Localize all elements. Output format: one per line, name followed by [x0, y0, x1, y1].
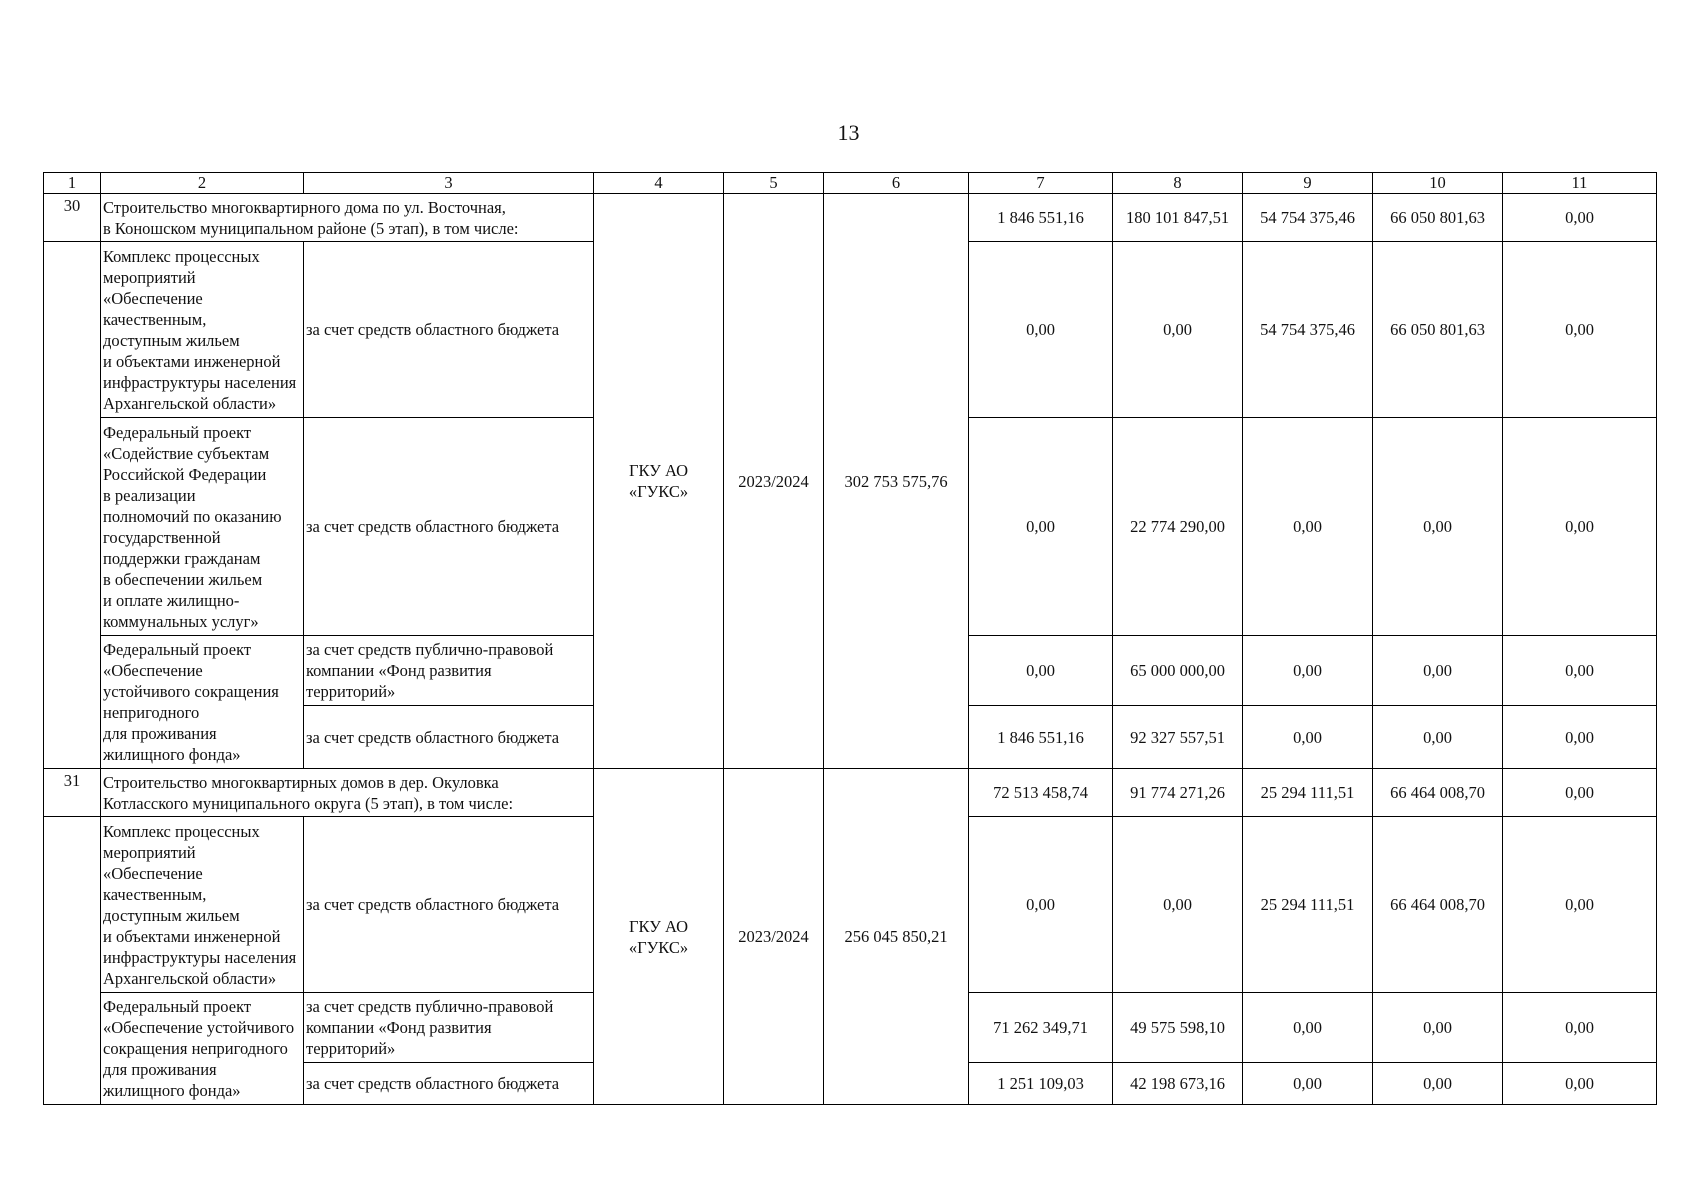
value-cell: 71 262 349,71: [969, 993, 1113, 1063]
name-line: Федеральный проект: [103, 640, 252, 659]
value-cell: 0,00: [969, 636, 1113, 706]
source-line: компании «Фонд развития: [306, 661, 492, 680]
total-cost-cell: 302 753 575,76: [824, 194, 969, 769]
row-number: 31: [44, 769, 101, 817]
value-cell: 65 000 000,00: [1113, 636, 1243, 706]
subprogram-name: [101, 636, 304, 769]
col-header: 5: [724, 173, 824, 194]
value-cell: 25 294 111,51: [1243, 817, 1373, 993]
value-cell: 0,00: [1243, 993, 1373, 1063]
col-header: 10: [1373, 173, 1503, 194]
page-number: 13: [837, 120, 860, 145]
col-header: 3: [304, 173, 594, 194]
name-line: в обеспечении жильем: [103, 569, 263, 589]
value-cell: 1 846 551,16: [969, 194, 1113, 242]
name-line: доступным жильем: [103, 330, 240, 350]
name-line: качественным,: [103, 309, 207, 329]
responsible-org: [594, 769, 724, 1105]
value-cell: 1 846 551,16: [969, 706, 1113, 769]
col-header: 6: [824, 173, 969, 194]
value-cell: 54 754 375,46: [1243, 194, 1373, 242]
name-line: сокращения непригодного: [103, 1039, 288, 1058]
name-line: «Обеспечение: [103, 661, 203, 680]
value-cell: 0,00: [1503, 993, 1657, 1063]
table-row: [44, 769, 1657, 817]
object-title: [101, 769, 594, 817]
name-line: «Содействие субъектам: [103, 443, 270, 463]
funding-source: [304, 993, 594, 1063]
name-line: и объектами инженерной: [103, 351, 281, 371]
funding-source: за счет средств областного бюджета: [304, 706, 594, 769]
responsible-org: [594, 194, 724, 769]
object-title-line: в Коношском муниципальном районе (5 этап), в том числе:: [103, 218, 519, 238]
value-cell: 0,00: [1503, 706, 1657, 769]
value-cell: 0,00: [1373, 993, 1503, 1063]
total-cost-cell: 256 045 850,21: [824, 769, 969, 1105]
value-cell: 0,00: [1373, 706, 1503, 769]
source-line: территорий»: [306, 1039, 396, 1058]
value-cell: 66 464 008,70: [1373, 817, 1503, 993]
value-cell: 25 294 111,51: [1243, 769, 1373, 817]
value-cell: 0,00: [1503, 242, 1657, 418]
value-cell: 22 774 290,00: [1113, 418, 1243, 636]
value-cell: 180 101 847,51: [1113, 194, 1243, 242]
name-line: «Обеспечение устойчивого: [103, 1018, 295, 1037]
name-line: Архангельской области»: [103, 968, 277, 988]
value-cell: 0,00: [1503, 769, 1657, 817]
program-table: [43, 172, 1657, 1105]
name-line: поддержки гражданам: [103, 548, 261, 568]
value-cell: 0,00: [1243, 706, 1373, 769]
name-line: Федеральный проект: [103, 997, 252, 1016]
source-line: компании «Фонд развития: [306, 1018, 492, 1037]
name-line: «Обеспечение: [103, 288, 203, 308]
col-header: 7: [969, 173, 1113, 194]
value-cell: 0,00: [1243, 636, 1373, 706]
value-cell: 0,00: [1503, 418, 1657, 636]
column-number-row: [44, 173, 1657, 194]
name-line: устойчивого сокращения: [103, 682, 279, 701]
name-line: Федеральный проект: [103, 422, 252, 442]
name-line: инфраструктуры населения: [103, 947, 297, 967]
value-cell: 0,00: [1113, 817, 1243, 993]
empty-cell: [44, 817, 101, 1105]
name-line: коммунальных услуг»: [103, 611, 259, 631]
org-line: «ГУКС»: [628, 937, 689, 957]
value-cell: 0,00: [969, 242, 1113, 418]
name-line: доступным жильем: [103, 905, 240, 925]
name-line: в реализации: [103, 485, 196, 505]
period-cell: 2023/2024: [724, 194, 824, 769]
value-cell: 66 050 801,63: [1373, 242, 1503, 418]
col-header: 9: [1243, 173, 1373, 194]
object-title-line: Строительство многоквартирных домов в дер. Окуловка: [103, 772, 499, 792]
name-line: мероприятий: [103, 267, 196, 287]
name-line: непригодного: [103, 703, 200, 722]
value-cell: 66 464 008,70: [1373, 769, 1503, 817]
value-cell: 0,00: [1503, 1063, 1657, 1105]
table-row: [44, 194, 1657, 242]
funding-source: за счет средств областного бюджета: [304, 418, 594, 636]
name-line: Комплекс процессных: [103, 821, 260, 841]
org-line: ГКУ АО: [628, 461, 689, 480]
col-header: 4: [594, 173, 724, 194]
source-line: территорий»: [306, 682, 396, 701]
value-cell: 0,00: [1503, 194, 1657, 242]
name-line: качественным,: [103, 884, 207, 904]
col-header: 2: [101, 173, 304, 194]
name-line: и оплате жилищно-: [103, 590, 240, 610]
name-line: и объектами инженерной: [103, 926, 281, 946]
value-cell: 1 251 109,03: [969, 1063, 1113, 1105]
org-line: «ГУКС»: [628, 482, 689, 501]
value-cell: 0,00: [1503, 636, 1657, 706]
value-cell: 91 774 271,26: [1113, 769, 1243, 817]
col-header: 1: [44, 173, 101, 194]
funding-source: за счет средств областного бюджета: [304, 817, 594, 993]
source-line: за счет средств публично-правовой: [306, 997, 554, 1016]
object-title-line: Строительство многоквартирного дома по ул. Восточная,: [103, 197, 506, 217]
col-header: 11: [1503, 173, 1657, 194]
object-title-line: Котласского муниципального округа (5 этап), в том числе:: [103, 793, 514, 813]
name-line: государственной: [103, 527, 221, 547]
name-line: жилищного фонда»: [103, 745, 241, 764]
source-line: за счет средств публично-правовой: [306, 640, 554, 659]
value-cell: 0,00: [1503, 817, 1657, 993]
value-cell: 49 575 598,10: [1113, 993, 1243, 1063]
value-cell: 0,00: [1373, 1063, 1503, 1105]
name-line: мероприятий: [103, 842, 196, 862]
value-cell: 0,00: [1243, 418, 1373, 636]
subprogram-name: [101, 993, 304, 1105]
name-line: для проживания: [103, 724, 217, 743]
value-cell: 42 198 673,16: [1113, 1063, 1243, 1105]
funding-source: [304, 636, 594, 706]
value-cell: 54 754 375,46: [1243, 242, 1373, 418]
value-cell: 0,00: [1373, 636, 1503, 706]
subprogram-name: [101, 418, 304, 636]
col-header: 8: [1113, 173, 1243, 194]
value-cell: 0,00: [1373, 418, 1503, 636]
subprogram-name: [101, 817, 304, 993]
name-line: инфраструктуры населения: [103, 372, 297, 392]
name-line: полномочий по оказанию: [103, 506, 282, 526]
period-cell: 2023/2024: [724, 769, 824, 1105]
name-line: «Обеспечение: [103, 863, 203, 883]
object-title: [101, 194, 594, 242]
name-line: для проживания: [103, 1060, 217, 1079]
value-cell: 66 050 801,63: [1373, 194, 1503, 242]
value-cell: 0,00: [1243, 1063, 1373, 1105]
value-cell: 0,00: [1113, 242, 1243, 418]
subprogram-name: [101, 242, 304, 418]
value-cell: 72 513 458,74: [969, 769, 1113, 817]
value-cell: 0,00: [969, 418, 1113, 636]
name-line: Архангельской области»: [103, 393, 277, 413]
empty-cell: [44, 242, 101, 769]
value-cell: 0,00: [969, 817, 1113, 993]
name-line: Российской Федерации: [103, 464, 267, 484]
row-number: 30: [44, 194, 101, 242]
value-cell: 92 327 557,51: [1113, 706, 1243, 769]
name-line: жилищного фонда»: [103, 1081, 241, 1100]
org-line: ГКУ АО: [628, 916, 689, 936]
name-line: Комплекс процессных: [103, 246, 260, 266]
funding-source: за счет средств областного бюджета: [304, 242, 594, 418]
funding-source: за счет средств областного бюджета: [304, 1063, 594, 1105]
